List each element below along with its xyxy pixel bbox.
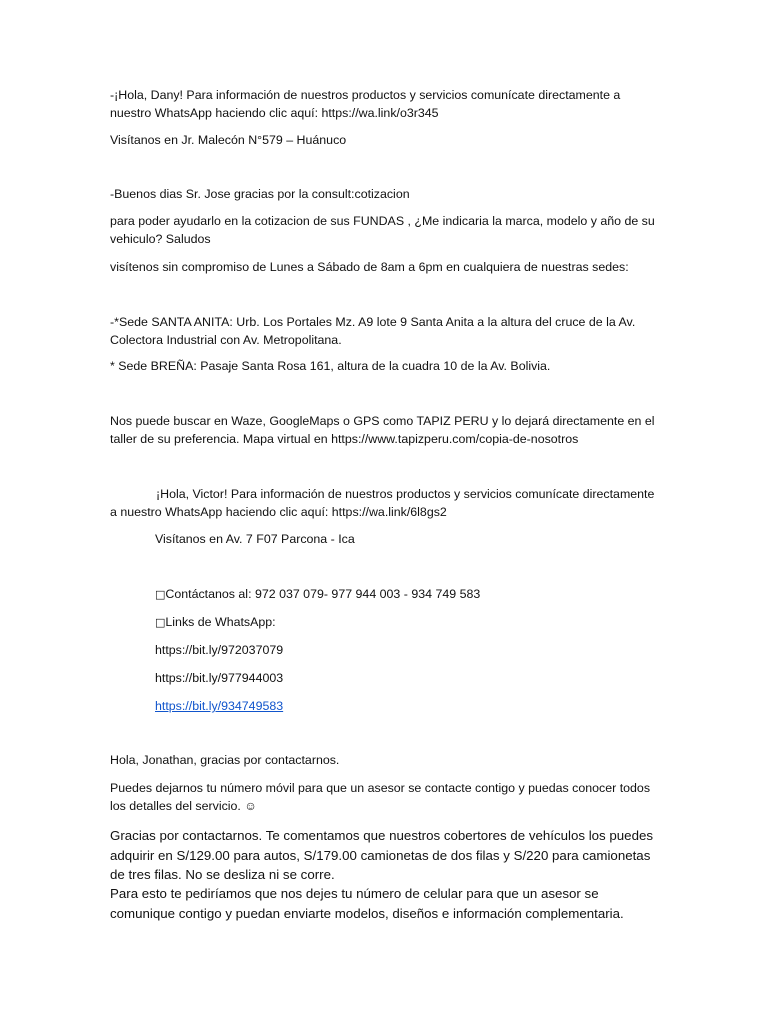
fundas-question: para poder ayudarlo en la cotizacion de sus FUNDAS , ¿Me indicaria la marca, modelo y año de su vehiculo? Saludos	[110, 214, 655, 246]
jonathan-greeting: Hola, Jonathan, gracias por contactarnos.	[110, 753, 340, 767]
huanuco-address: Visítanos en Jr. Malecón N°579 – Huánuco	[110, 133, 347, 147]
dany-greeting: -¡Hola, Dany! Para información de nuestros productos y servicios comunícate directamente a nuestro WhatsApp haciendo clic aquí: https://wa.link/o3r345	[110, 88, 621, 120]
whatsapp-link-1: https://bit.ly/972037079	[155, 643, 284, 657]
contact-numbers-line	[155, 585, 655, 604]
whatsapp-link-3-line	[155, 697, 655, 715]
ica-address: Visítanos en Av. 7 F07 Parcona - Ica	[155, 532, 355, 546]
jose-greeting: -Buenos dias Sr. Jose gracias por la consult:cotizacion	[110, 187, 410, 201]
whatsapp-links-label-line	[155, 613, 655, 632]
whatsapp-link-2: https://bit.ly/977944003	[155, 671, 284, 685]
victor-greeting: ¡Hola, Victor! Para información de nuestros productos y servicios comunícate directamente a nuestro WhatsApp haciendo clic aquí: https://wa.link/6l8gs2	[110, 487, 655, 519]
placeholder-glyph-icon: □	[155, 588, 166, 601]
visit-schedule: visítenos sin compromiso de Lunes a Sábado de 8am a 6pm en cualquiera de nuestras sedes:	[110, 260, 629, 274]
pricing-info: Gracias por contactarnos. Te comentamos que nuestros cobertores de vehículos los puedes adquirir en S/129.00 para autos, S/179.00 camionetas de dos filas y S/220 para camionetas de tres filas. No se desliza ni se corre.	[110, 828, 654, 882]
waze-instructions: Nos puede buscar en Waze, GoogleMaps o GPS como TAPIZ PERU y lo dejará directamente en el taller de su preferencia. Mapa virtual en https://www.tapizperu.com/copia-de-nosotros	[110, 414, 655, 446]
sede-brena: * Sede BREÑA: Pasaje Santa Rosa 161, altura de la cuadra 10 de la Av. Bolivia.	[110, 359, 551, 373]
sede-santa-anita: -*Sede SANTA ANITA: Urb. Los Portales Mz. A9 lote 9 Santa Anita a la altura del cruce de la Av. Colectora Industrial con Av. Metropolitana.	[110, 315, 636, 347]
followup-request: Para esto te pediríamos que nos dejes tu número de celular para que un asesor se comunique contigo y puedan enviarte modelos, diseños e información complementaria.	[110, 886, 624, 921]
phone-request: Puedes dejarnos tu número móvil para que un asesor se contacte contigo y puedas conocer todos los detalles del servicio. ☺	[110, 781, 651, 813]
placeholder-glyph-icon: □	[155, 616, 166, 629]
whatsapp-links-label: Links de WhatsApp:	[165, 615, 276, 629]
whatsapp-link-3[interactable]: https://bit.ly/934749583	[155, 699, 284, 713]
contact-numbers: Contáctanos al: 972 037 079- 977 944 003 - 934 749 583	[165, 587, 481, 601]
